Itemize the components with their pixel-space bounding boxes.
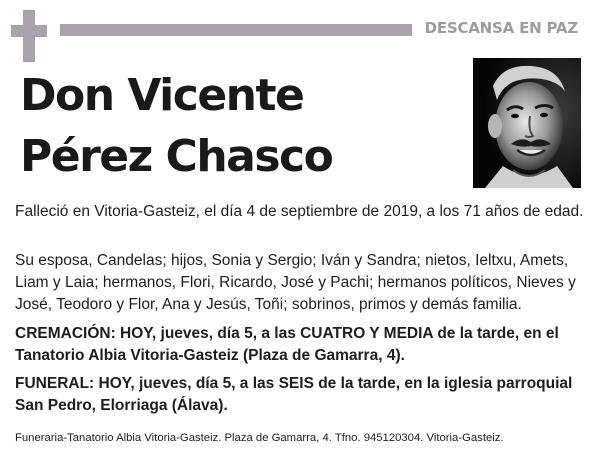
deceased-name-line1: Don Vicente — [20, 70, 304, 121]
cremation-paragraph: CREMACIÓN: HOY, jueves, día 5, a las CUATRO Y MEDIA de la tarde, en el Tanatorio Albia Vitoria-Gasteiz (Plaza de Gamarra, 4). — [15, 325, 559, 364]
portrait-photo — [473, 58, 581, 188]
death-notice-paragraph: Falleció en Vitoria-Gasteiz, el día 4 de septiembre de 2019, a los 71 años de edad. — [15, 203, 584, 220]
funeral-paragraph: FUNERAL: HOY, jueves, día 5, a las SEIS de la tarde, en la iglesia parroquial San Pedro, Elorriaga (Álava). — [15, 375, 573, 414]
funeral-home-footer: Funeraria-Tanatorio Albia Vitoria-Gasteiz. Plaza de Gamarra, 4. Tfno. 945120304. Vitoria-Gasteiz. — [15, 432, 504, 444]
cross-icon — [11, 10, 47, 62]
rest-in-peace-heading: DESCANSA EN PAZ — [424, 19, 578, 37]
family-paragraph: Su esposa, Candelas; hijos, Sonia y Sergio; Iván y Sandra; nietos, Ieltxu, Amets, Liam y Laia; hermanos, Flori, Ricardo, José y Pachi; hermanos políticos, Nieves y José, Teodoro y Flor, Ana y Jesús, Toñi; sobrinos, primos y demás familia. — [15, 252, 576, 313]
deceased-name-line2: Pérez Chasco — [20, 131, 333, 182]
header-divider — [60, 24, 412, 36]
